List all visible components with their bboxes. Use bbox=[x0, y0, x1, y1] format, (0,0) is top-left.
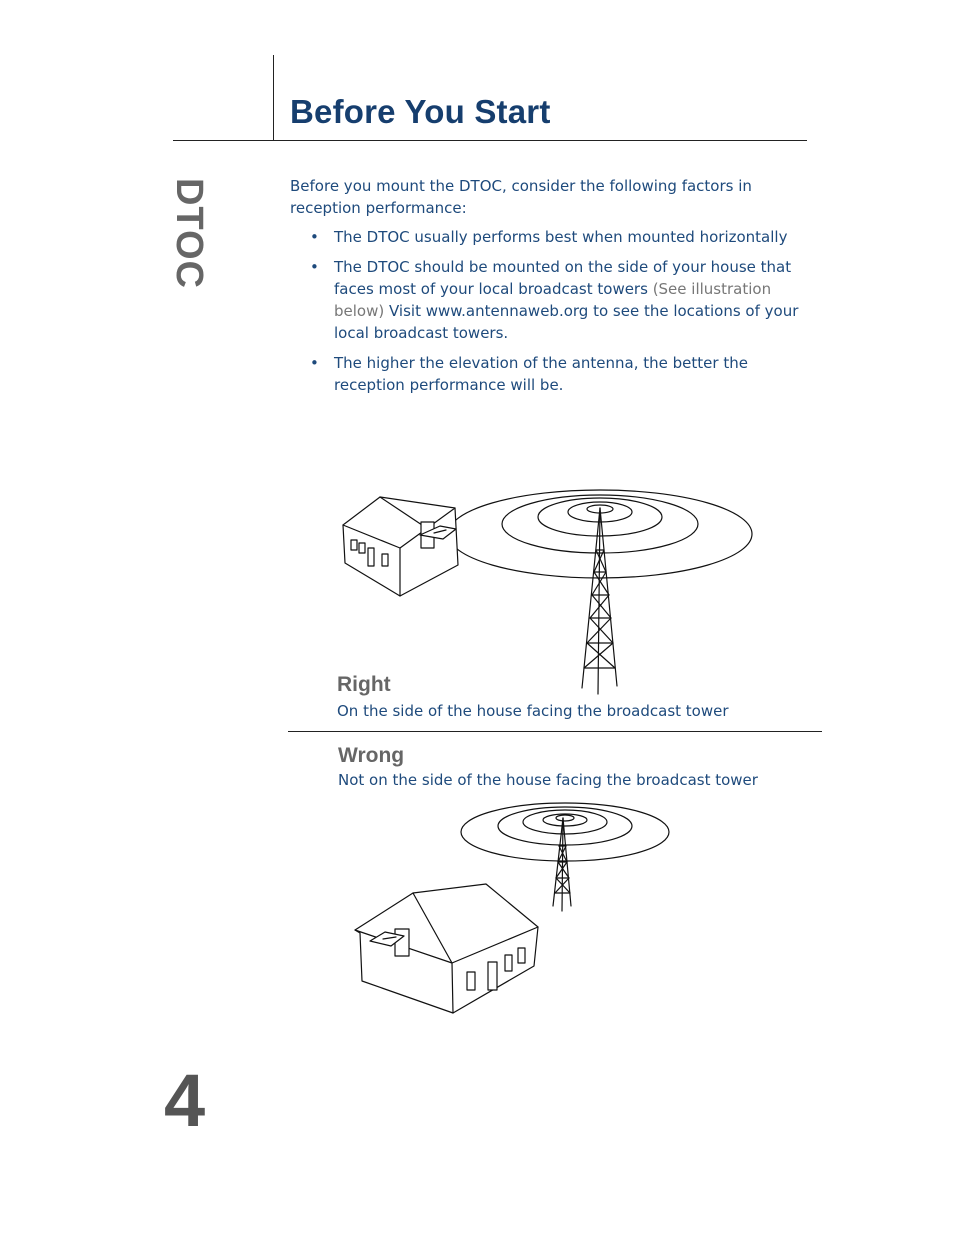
intro-paragraph: Before you mount the DTOC, consider the following factors in reception performance: bbox=[290, 177, 752, 217]
wrong-broadcast-tower-icon bbox=[553, 818, 571, 911]
bullet-symbol: • bbox=[310, 258, 319, 276]
section-divider bbox=[288, 731, 822, 732]
bullet-symbol: • bbox=[310, 228, 319, 246]
illustration-note: (See illustration below) bbox=[334, 280, 772, 320]
page-number: 4 bbox=[164, 1059, 206, 1142]
bullet-symbol: • bbox=[310, 354, 319, 372]
right-caption: On the side of the house facing the broadcast tower bbox=[337, 702, 729, 720]
list-item-text: The DTOC usually performs best when mounted horizontally bbox=[334, 228, 788, 246]
wrong-house-icon bbox=[355, 884, 538, 1013]
right-house-icon bbox=[343, 497, 458, 596]
wrong-caption: Not on the side of the house facing the broadcast tower bbox=[338, 771, 758, 789]
wrong-heading: Wrong bbox=[338, 744, 405, 767]
wrong-signal-rings-icon bbox=[461, 803, 669, 861]
side-section-label: DTOC bbox=[168, 178, 210, 289]
list-item-text: The higher the elevation of the antenna, the better the reception performance will be. bbox=[334, 354, 748, 394]
right-heading: Right bbox=[337, 673, 391, 696]
page-title: Before You Start bbox=[290, 93, 551, 130]
list-item-text-continued: Visit www.antennaweb.org to see the locations of your local broadcast towers. bbox=[334, 302, 799, 342]
list-item-text: The DTOC should be mounted on the side of your house that faces most of your local broadcast towers bbox=[334, 258, 792, 298]
